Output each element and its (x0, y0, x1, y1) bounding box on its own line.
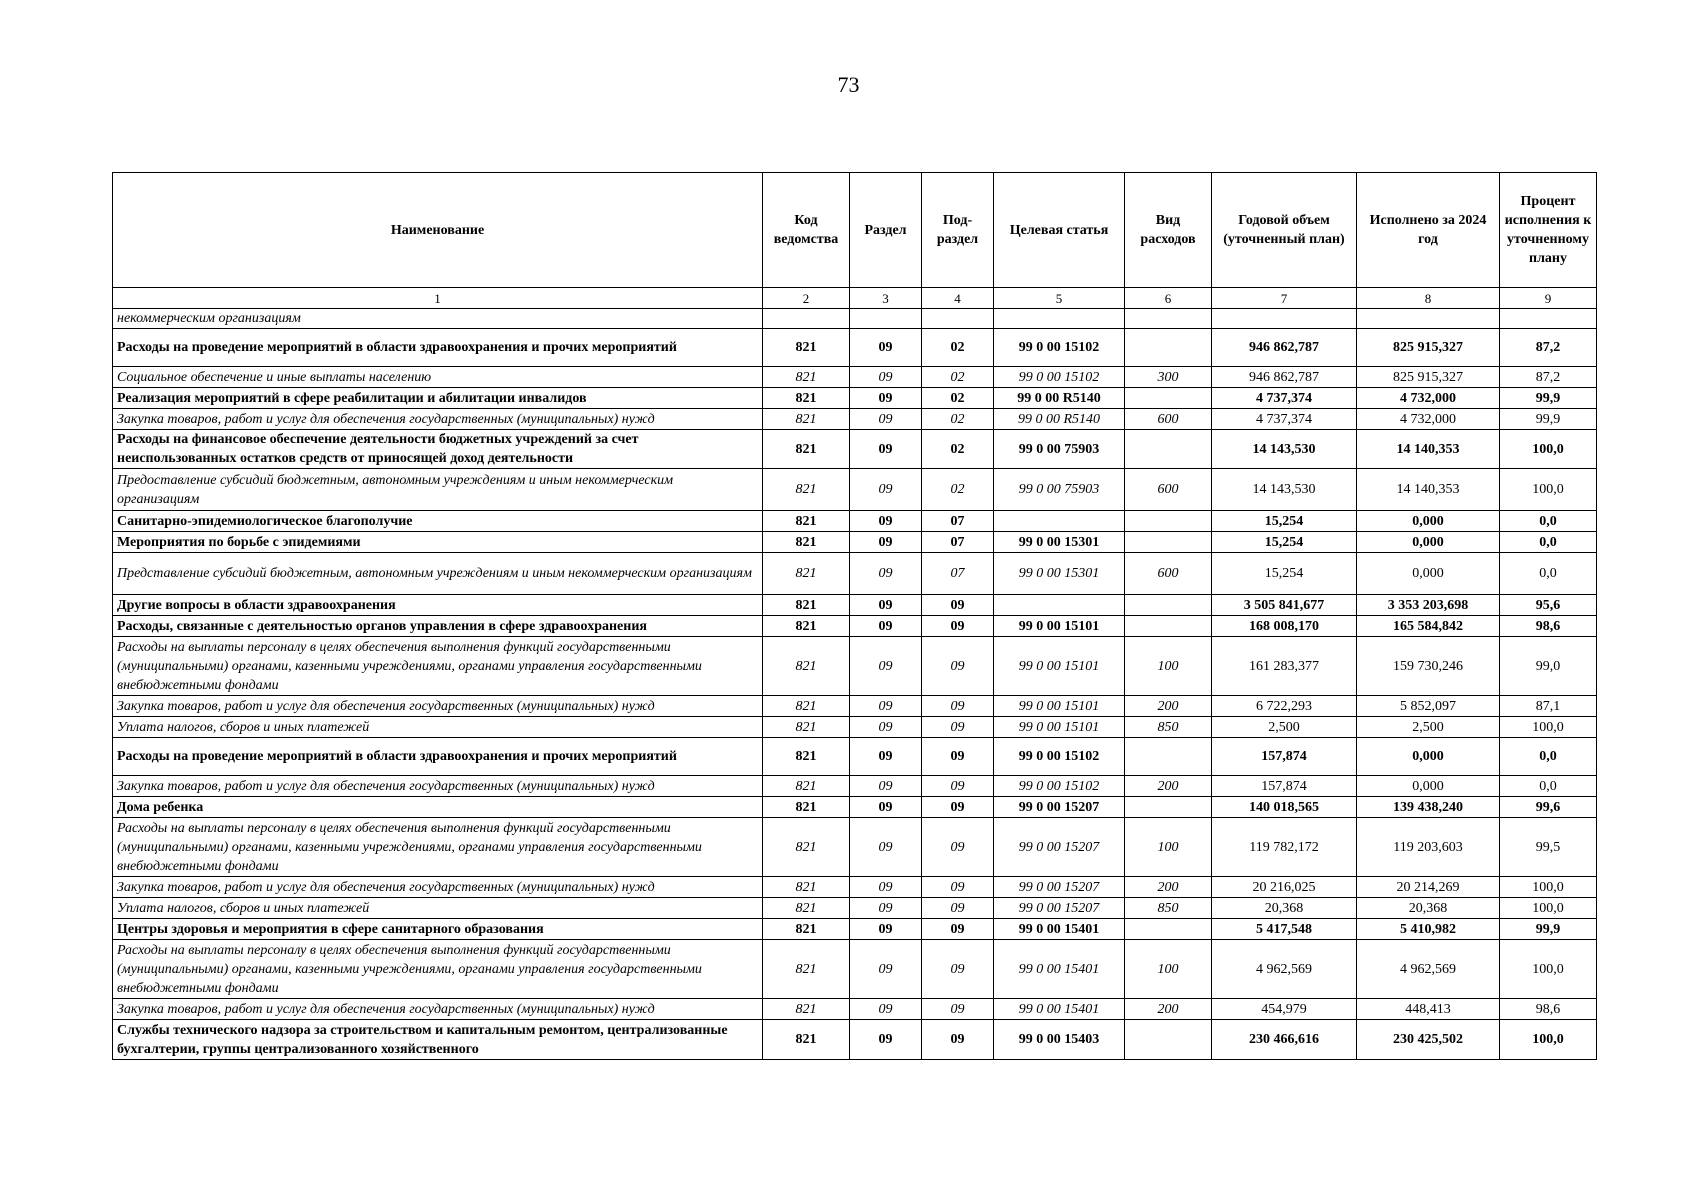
row-name: Социальное обеспечение и иные выплаты населению (113, 367, 763, 388)
row-plan: 157,874 (1212, 738, 1357, 776)
row-ved: 821 (763, 532, 850, 553)
row-podrazdel: 09 (922, 717, 994, 738)
row-ispolneno: 2,500 (1357, 717, 1500, 738)
header-plan: Годовой объем (уточненный план) (1212, 173, 1357, 288)
row-podrazdel: 09 (922, 616, 994, 637)
row-ved: 821 (763, 329, 850, 367)
row-percent: 0,0 (1500, 776, 1597, 797)
row-stat (994, 511, 1125, 532)
row-plan: 20 216,025 (1212, 877, 1357, 898)
row-plan: 14 143,530 (1212, 430, 1357, 469)
row-razdel: 09 (850, 877, 922, 898)
table-row (113, 329, 1597, 367)
row-stat: 99 0 00 15301 (994, 532, 1125, 553)
row-vid: 600 (1125, 469, 1212, 511)
column-number: 1 (113, 288, 763, 309)
row-vid: 100 (1125, 818, 1212, 877)
row-razdel: 09 (850, 717, 922, 738)
row-ispolneno (1357, 309, 1500, 329)
row-vid (1125, 329, 1212, 367)
table-row (113, 616, 1597, 637)
row-percent: 0,0 (1500, 738, 1597, 776)
table-row (113, 898, 1597, 919)
row-stat: 99 0 00 75903 (994, 430, 1125, 469)
row-ispolneno: 5 852,097 (1357, 696, 1500, 717)
row-ved: 821 (763, 367, 850, 388)
row-ispolneno: 0,000 (1357, 738, 1500, 776)
row-razdel: 09 (850, 430, 922, 469)
row-razdel: 09 (850, 388, 922, 409)
row-ved: 821 (763, 595, 850, 616)
row-name: Мероприятия по борьбе с эпидемиями (113, 532, 763, 553)
row-vid (1125, 511, 1212, 532)
column-number: 9 (1500, 288, 1597, 309)
row-razdel: 09 (850, 1020, 922, 1060)
row-ved: 821 (763, 469, 850, 511)
row-name: Закупка товаров, работ и услуг для обеспечения государственных (муниципальных) нужд (113, 776, 763, 797)
row-vid: 300 (1125, 367, 1212, 388)
row-name: Расходы на финансовое обеспечение деятельности бюджетных учреждений за счет неиспользованных остатков средств от приносящей доход деятельности (113, 430, 763, 469)
row-ispolneno: 825 915,327 (1357, 329, 1500, 367)
row-name: Санитарно-эпидемиологическое благополучие (113, 511, 763, 532)
header-row (113, 173, 1597, 288)
table-row (113, 797, 1597, 818)
column-number: 3 (850, 288, 922, 309)
row-name: Центры здоровья и мероприятия в сфере санитарного образования (113, 919, 763, 940)
row-stat: 99 0 00 15101 (994, 717, 1125, 738)
row-ved: 821 (763, 940, 850, 999)
row-percent: 100,0 (1500, 1020, 1597, 1060)
row-vid (1125, 309, 1212, 329)
table-row (113, 409, 1597, 430)
row-ved: 821 (763, 919, 850, 940)
row-razdel: 09 (850, 940, 922, 999)
row-podrazdel: 02 (922, 329, 994, 367)
row-ved: 821 (763, 818, 850, 877)
table-row (113, 309, 1597, 329)
row-plan (1212, 309, 1357, 329)
row-podrazdel: 09 (922, 1020, 994, 1060)
row-percent: 100,0 (1500, 469, 1597, 511)
row-ispolneno: 5 410,982 (1357, 919, 1500, 940)
row-ispolneno: 4 732,000 (1357, 388, 1500, 409)
row-ispolneno: 165 584,842 (1357, 616, 1500, 637)
row-ved: 821 (763, 696, 850, 717)
row-percent: 100,0 (1500, 940, 1597, 999)
row-percent: 87,2 (1500, 329, 1597, 367)
row-razdel: 09 (850, 776, 922, 797)
row-percent: 99,9 (1500, 919, 1597, 940)
row-name: Уплата налогов, сборов и иных платежей (113, 717, 763, 738)
row-name: Другие вопросы в области здравоохранения (113, 595, 763, 616)
row-podrazdel (922, 309, 994, 329)
row-stat (994, 309, 1125, 329)
row-percent: 0,0 (1500, 532, 1597, 553)
row-vid: 600 (1125, 409, 1212, 430)
row-name: Расходы на проведение мероприятий в области здравоохранения и прочих мероприятий (113, 329, 763, 367)
row-plan: 946 862,787 (1212, 367, 1357, 388)
row-percent: 99,9 (1500, 409, 1597, 430)
row-stat: 99 0 00 15101 (994, 637, 1125, 696)
row-razdel: 09 (850, 553, 922, 595)
row-podrazdel: 02 (922, 388, 994, 409)
row-name: Представление субсидий бюджетным, автономным учреждениям и иным некоммерческим организациям (113, 553, 763, 595)
row-stat: 99 0 00 15101 (994, 616, 1125, 637)
column-number: 6 (1125, 288, 1212, 309)
row-razdel: 09 (850, 999, 922, 1020)
row-percent: 100,0 (1500, 877, 1597, 898)
table-row (113, 818, 1597, 877)
row-podrazdel: 09 (922, 919, 994, 940)
row-podrazdel: 09 (922, 940, 994, 999)
row-ispolneno: 20,368 (1357, 898, 1500, 919)
row-vid (1125, 595, 1212, 616)
row-name: Закупка товаров, работ и услуг для обеспечения государственных (муниципальных) нужд (113, 409, 763, 430)
row-stat: 99 0 00 15401 (994, 999, 1125, 1020)
row-plan: 4 737,374 (1212, 409, 1357, 430)
row-percent: 0,0 (1500, 511, 1597, 532)
row-percent: 98,6 (1500, 999, 1597, 1020)
row-ved: 821 (763, 409, 850, 430)
row-vid (1125, 430, 1212, 469)
row-podrazdel: 09 (922, 595, 994, 616)
row-vid: 200 (1125, 999, 1212, 1020)
row-percent: 100,0 (1500, 898, 1597, 919)
row-vid: 200 (1125, 776, 1212, 797)
row-razdel: 09 (850, 898, 922, 919)
row-ved: 821 (763, 388, 850, 409)
row-ved: 821 (763, 511, 850, 532)
row-razdel: 09 (850, 818, 922, 877)
row-ispolneno: 14 140,353 (1357, 430, 1500, 469)
header-razdel: Раздел (850, 173, 922, 288)
row-ispolneno: 448,413 (1357, 999, 1500, 1020)
row-stat: 99 0 00 15301 (994, 553, 1125, 595)
row-podrazdel: 09 (922, 818, 994, 877)
row-podrazdel: 09 (922, 696, 994, 717)
row-razdel: 09 (850, 696, 922, 717)
row-stat (994, 595, 1125, 616)
row-ved: 821 (763, 616, 850, 637)
row-name: Закупка товаров, работ и услуг для обеспечения государственных (муниципальных) нужд (113, 696, 763, 717)
row-stat: 99 0 00 15102 (994, 367, 1125, 388)
row-ved: 821 (763, 999, 850, 1020)
row-stat: 99 0 00 15403 (994, 1020, 1125, 1060)
row-ved: 821 (763, 776, 850, 797)
row-name: некоммерческим организациям (113, 309, 763, 329)
header-podrazdel: Под-раздел (922, 173, 994, 288)
row-podrazdel: 09 (922, 637, 994, 696)
row-plan: 14 143,530 (1212, 469, 1357, 511)
row-name: Дома ребенка (113, 797, 763, 818)
row-razdel: 09 (850, 595, 922, 616)
budget-table (112, 172, 1597, 1060)
row-razdel: 09 (850, 616, 922, 637)
table-row (113, 430, 1597, 469)
row-podrazdel: 02 (922, 409, 994, 430)
table-row (113, 776, 1597, 797)
column-number: 5 (994, 288, 1125, 309)
table-row (113, 696, 1597, 717)
row-razdel: 09 (850, 469, 922, 511)
row-razdel: 09 (850, 919, 922, 940)
row-podrazdel: 02 (922, 469, 994, 511)
row-percent: 100,0 (1500, 430, 1597, 469)
row-stat: 99 0 00 R5140 (994, 388, 1125, 409)
row-plan: 15,254 (1212, 532, 1357, 553)
row-razdel: 09 (850, 797, 922, 818)
table-row (113, 532, 1597, 553)
row-plan: 168 008,170 (1212, 616, 1357, 637)
table-row (113, 469, 1597, 511)
row-ispolneno: 119 203,603 (1357, 818, 1500, 877)
row-podrazdel: 02 (922, 367, 994, 388)
row-vid (1125, 738, 1212, 776)
table-row (113, 919, 1597, 940)
row-stat: 99 0 00 15401 (994, 940, 1125, 999)
row-percent: 100,0 (1500, 717, 1597, 738)
column-number: 8 (1357, 288, 1500, 309)
row-name: Предоставление субсидий бюджетным, автономным учреждениям и иным некоммерческим организациям (113, 469, 763, 511)
table-row (113, 717, 1597, 738)
row-ispolneno: 0,000 (1357, 776, 1500, 797)
column-number-row (113, 288, 1597, 309)
row-ved: 821 (763, 738, 850, 776)
table-row (113, 940, 1597, 999)
row-ispolneno: 14 140,353 (1357, 469, 1500, 511)
header-stat: Целевая статья (994, 173, 1125, 288)
row-ispolneno: 825 915,327 (1357, 367, 1500, 388)
table-row (113, 877, 1597, 898)
row-vid: 100 (1125, 637, 1212, 696)
row-ved (763, 309, 850, 329)
table-row (113, 738, 1597, 776)
row-razdel: 09 (850, 329, 922, 367)
row-name: Расходы на выплаты персоналу в целях обеспечения выполнения функций государственными (муниципальными) органами, казенными учреждениями, органами управления государственными внебюджетными фондами (113, 818, 763, 877)
row-plan: 15,254 (1212, 553, 1357, 595)
row-ved: 821 (763, 637, 850, 696)
table-row (113, 595, 1597, 616)
row-razdel (850, 309, 922, 329)
table-row (113, 367, 1597, 388)
row-vid: 200 (1125, 877, 1212, 898)
header-ved: Код ведомства (763, 173, 850, 288)
row-stat: 99 0 00 75903 (994, 469, 1125, 511)
row-ved: 821 (763, 430, 850, 469)
row-ispolneno: 139 438,240 (1357, 797, 1500, 818)
row-percent: 99,0 (1500, 637, 1597, 696)
row-vid (1125, 532, 1212, 553)
row-ved: 821 (763, 1020, 850, 1060)
row-percent: 99,6 (1500, 797, 1597, 818)
row-podrazdel: 09 (922, 738, 994, 776)
row-podrazdel: 09 (922, 999, 994, 1020)
row-plan: 4 737,374 (1212, 388, 1357, 409)
row-razdel: 09 (850, 637, 922, 696)
row-podrazdel: 07 (922, 532, 994, 553)
row-stat: 99 0 00 15207 (994, 797, 1125, 818)
row-name: Расходы на проведение мероприятий в области здравоохранения и прочих мероприятий (113, 738, 763, 776)
row-plan: 946 862,787 (1212, 329, 1357, 367)
row-percent: 99,5 (1500, 818, 1597, 877)
header-name: Наименование (113, 173, 763, 288)
row-stat: 99 0 00 15207 (994, 877, 1125, 898)
row-plan: 15,254 (1212, 511, 1357, 532)
row-ispolneno: 230 425,502 (1357, 1020, 1500, 1060)
row-ispolneno: 0,000 (1357, 553, 1500, 595)
row-razdel: 09 (850, 511, 922, 532)
row-razdel: 09 (850, 532, 922, 553)
table-body (113, 309, 1597, 1060)
row-vid: 850 (1125, 898, 1212, 919)
row-razdel: 09 (850, 367, 922, 388)
row-stat: 99 0 00 15401 (994, 919, 1125, 940)
row-plan: 161 283,377 (1212, 637, 1357, 696)
row-name: Расходы, связанные с деятельностью органов управления в сфере здравоохранения (113, 616, 763, 637)
column-number: 2 (763, 288, 850, 309)
row-name: Реализация мероприятий в сфере реабилитации и абилитации инвалидов (113, 388, 763, 409)
row-podrazdel: 07 (922, 511, 994, 532)
page-number: 73 (837, 72, 860, 97)
row-percent: 87,2 (1500, 367, 1597, 388)
row-stat: 99 0 00 R5140 (994, 409, 1125, 430)
table-row (113, 511, 1597, 532)
row-percent: 99,9 (1500, 388, 1597, 409)
row-ved: 821 (763, 797, 850, 818)
row-name: Расходы на выплаты персоналу в целях обеспечения выполнения функций государственными (муниципальными) органами, казенными учреждениями, органами управления государственными внебюджетными фондами (113, 637, 763, 696)
row-podrazdel: 09 (922, 776, 994, 797)
row-razdel: 09 (850, 738, 922, 776)
row-plan: 157,874 (1212, 776, 1357, 797)
header-vid: Вид расходов (1125, 173, 1212, 288)
row-plan: 20,368 (1212, 898, 1357, 919)
row-vid (1125, 1020, 1212, 1060)
row-plan: 2,500 (1212, 717, 1357, 738)
row-podrazdel: 09 (922, 877, 994, 898)
row-name: Закупка товаров, работ и услуг для обеспечения государственных (муниципальных) нужд (113, 999, 763, 1020)
row-name: Закупка товаров, работ и услуг для обеспечения государственных (муниципальных) нужд (113, 877, 763, 898)
row-vid: 200 (1125, 696, 1212, 717)
row-ispolneno: 3 353 203,698 (1357, 595, 1500, 616)
row-plan: 5 417,548 (1212, 919, 1357, 940)
column-number: 7 (1212, 288, 1357, 309)
row-vid: 100 (1125, 940, 1212, 999)
row-ispolneno: 4 962,569 (1357, 940, 1500, 999)
row-stat: 99 0 00 15101 (994, 696, 1125, 717)
row-percent: 0,0 (1500, 553, 1597, 595)
row-percent: 95,6 (1500, 595, 1597, 616)
table-row (113, 388, 1597, 409)
table-row (113, 553, 1597, 595)
row-stat: 99 0 00 15102 (994, 776, 1125, 797)
row-vid: 850 (1125, 717, 1212, 738)
row-plan: 4 962,569 (1212, 940, 1357, 999)
table-row (113, 999, 1597, 1020)
row-ved: 821 (763, 553, 850, 595)
row-plan: 454,979 (1212, 999, 1357, 1020)
row-vid (1125, 797, 1212, 818)
row-vid: 600 (1125, 553, 1212, 595)
row-plan: 3 505 841,677 (1212, 595, 1357, 616)
row-percent (1500, 309, 1597, 329)
row-ispolneno: 20 214,269 (1357, 877, 1500, 898)
row-stat: 99 0 00 15102 (994, 329, 1125, 367)
header-ispolneno: Исполнено за 2024 год (1357, 173, 1500, 288)
row-stat: 99 0 00 15207 (994, 898, 1125, 919)
row-vid (1125, 616, 1212, 637)
column-number: 4 (922, 288, 994, 309)
row-podrazdel: 09 (922, 797, 994, 818)
row-ved: 821 (763, 898, 850, 919)
row-percent: 87,1 (1500, 696, 1597, 717)
row-percent: 98,6 (1500, 616, 1597, 637)
table-row (113, 1020, 1597, 1060)
row-vid (1125, 919, 1212, 940)
row-plan: 140 018,565 (1212, 797, 1357, 818)
row-name: Уплата налогов, сборов и иных платежей (113, 898, 763, 919)
table-row (113, 637, 1597, 696)
row-podrazdel: 07 (922, 553, 994, 595)
row-ved: 821 (763, 717, 850, 738)
row-vid (1125, 388, 1212, 409)
row-plan: 119 782,172 (1212, 818, 1357, 877)
row-ispolneno: 4 732,000 (1357, 409, 1500, 430)
row-plan: 6 722,293 (1212, 696, 1357, 717)
row-ved: 821 (763, 877, 850, 898)
row-name: Расходы на выплаты персоналу в целях обеспечения выполнения функций государственными (муниципальными) органами, казенными учреждениями, органами управления государственными внебюджетными фондами (113, 940, 763, 999)
row-podrazdel: 02 (922, 430, 994, 469)
row-stat: 99 0 00 15102 (994, 738, 1125, 776)
header-percent: Процент исполнения к уточненному плану (1500, 173, 1597, 288)
row-name: Службы технического надзора за строительством и капитальным ремонтом, централизованные бухгалтерии, группы централизованного хозяйственного (113, 1020, 763, 1060)
row-ispolneno: 0,000 (1357, 511, 1500, 532)
row-ispolneno: 159 730,246 (1357, 637, 1500, 696)
row-podrazdel: 09 (922, 898, 994, 919)
row-razdel: 09 (850, 409, 922, 430)
row-stat: 99 0 00 15207 (994, 818, 1125, 877)
row-plan: 230 466,616 (1212, 1020, 1357, 1060)
row-ispolneno: 0,000 (1357, 532, 1500, 553)
